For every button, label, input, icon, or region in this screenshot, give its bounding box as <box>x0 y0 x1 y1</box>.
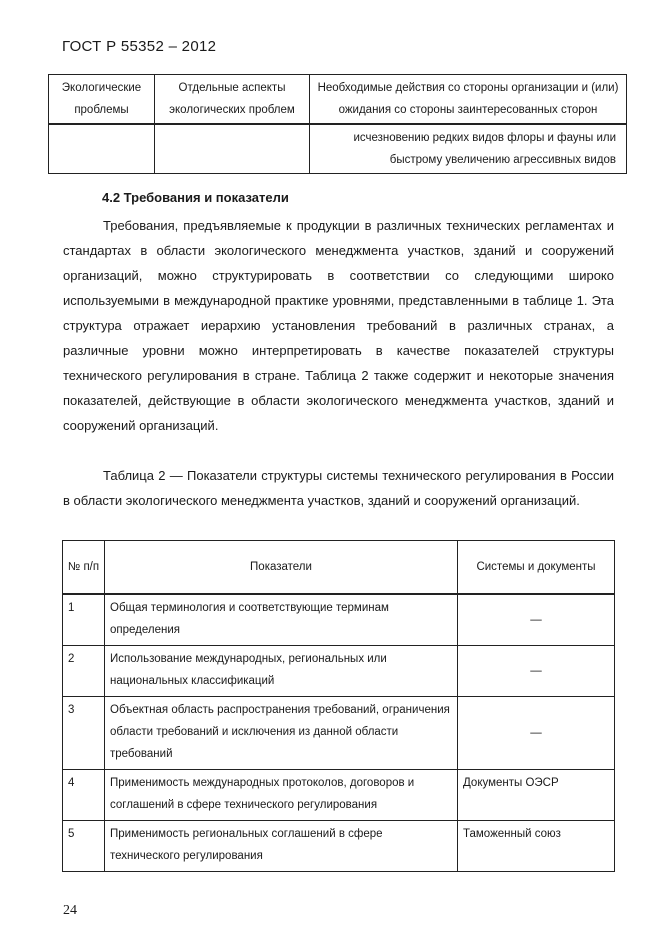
column-header: Необходимые действия со стороны организации и (или) ожидания со стороны заинтересованных сторон <box>310 75 627 125</box>
column-header-number: № п/п <box>63 541 105 595</box>
indicator-cell: Применимость региональных соглашений в сфере технического регулирования <box>105 820 458 871</box>
column-header-systems: Системы и документы <box>458 541 615 595</box>
row-number: 5 <box>63 820 105 871</box>
indicator-cell: Использование международных, региональных или национальных классификаций <box>105 645 458 696</box>
table-header-row <box>49 75 627 125</box>
column-header: Экологические проблемы <box>49 75 155 125</box>
section-heading: 4.2 Требования и показатели <box>102 190 289 205</box>
document-cell: — <box>458 645 615 696</box>
table-row <box>63 769 615 820</box>
table-header-row <box>63 541 615 595</box>
row-number: 3 <box>63 696 105 769</box>
document-header: ГОСТ Р 55352 – 2012 <box>62 38 217 55</box>
document-cell: Таможенный союз <box>458 820 615 871</box>
table-cell <box>155 124 310 174</box>
table-cell <box>49 124 155 174</box>
indicator-cell: Применимость международных протоколов, договоров и соглашений в сфере технического регулирования <box>105 769 458 820</box>
row-number: 1 <box>63 594 105 645</box>
document-cell: — <box>458 696 615 769</box>
indicator-cell: Объектная область распространения требований, ограничения области требований и исключения из данной области требований <box>105 696 458 769</box>
document-cell: Документы ОЭСР <box>458 769 615 820</box>
body-paragraph: Требования, предъявляемые к продукции в различных технических регламентах и стандартах в области экологического менеджмента участков, зданий и сооружений организаций, можно структурировать в соответствии со следующими широко используемыми в международной практике уровнями, представленными в таблице 1. Эта структура отражает иерархию установления требований в различных странах, а различные уровни можно интерпретировать в качестве показателей структуры технического регулирования в стране. Таблица 2 также содержит и некоторые значения показателей, действующие в области экологического менеджмента участков, зданий и сооружений организаций. <box>63 218 614 433</box>
page-number: 24 <box>63 903 77 918</box>
row-number: 4 <box>63 769 105 820</box>
table-row <box>49 124 627 174</box>
column-header-indicators: Показатели <box>105 541 458 595</box>
table-caption: Таблица 2 — Показатели структуры системы технического регулирования в России в области экологического менеджмента участков, зданий и сооружений организаций. <box>63 468 614 508</box>
document-cell: — <box>458 594 615 645</box>
table-row <box>63 594 615 645</box>
indicator-cell: Общая терминология и соответствующие терминам определения <box>105 594 458 645</box>
table-row <box>63 645 615 696</box>
column-header: Отдельные аспекты экологических проблем <box>155 75 310 125</box>
row-number: 2 <box>63 645 105 696</box>
continued-table <box>48 74 627 174</box>
table-cell: исчезновению редких видов флоры и фауны или быстрому увеличению агрессивных видов <box>310 124 627 174</box>
indicators-table <box>62 540 615 872</box>
table-row <box>63 820 615 871</box>
table-row <box>63 696 615 769</box>
